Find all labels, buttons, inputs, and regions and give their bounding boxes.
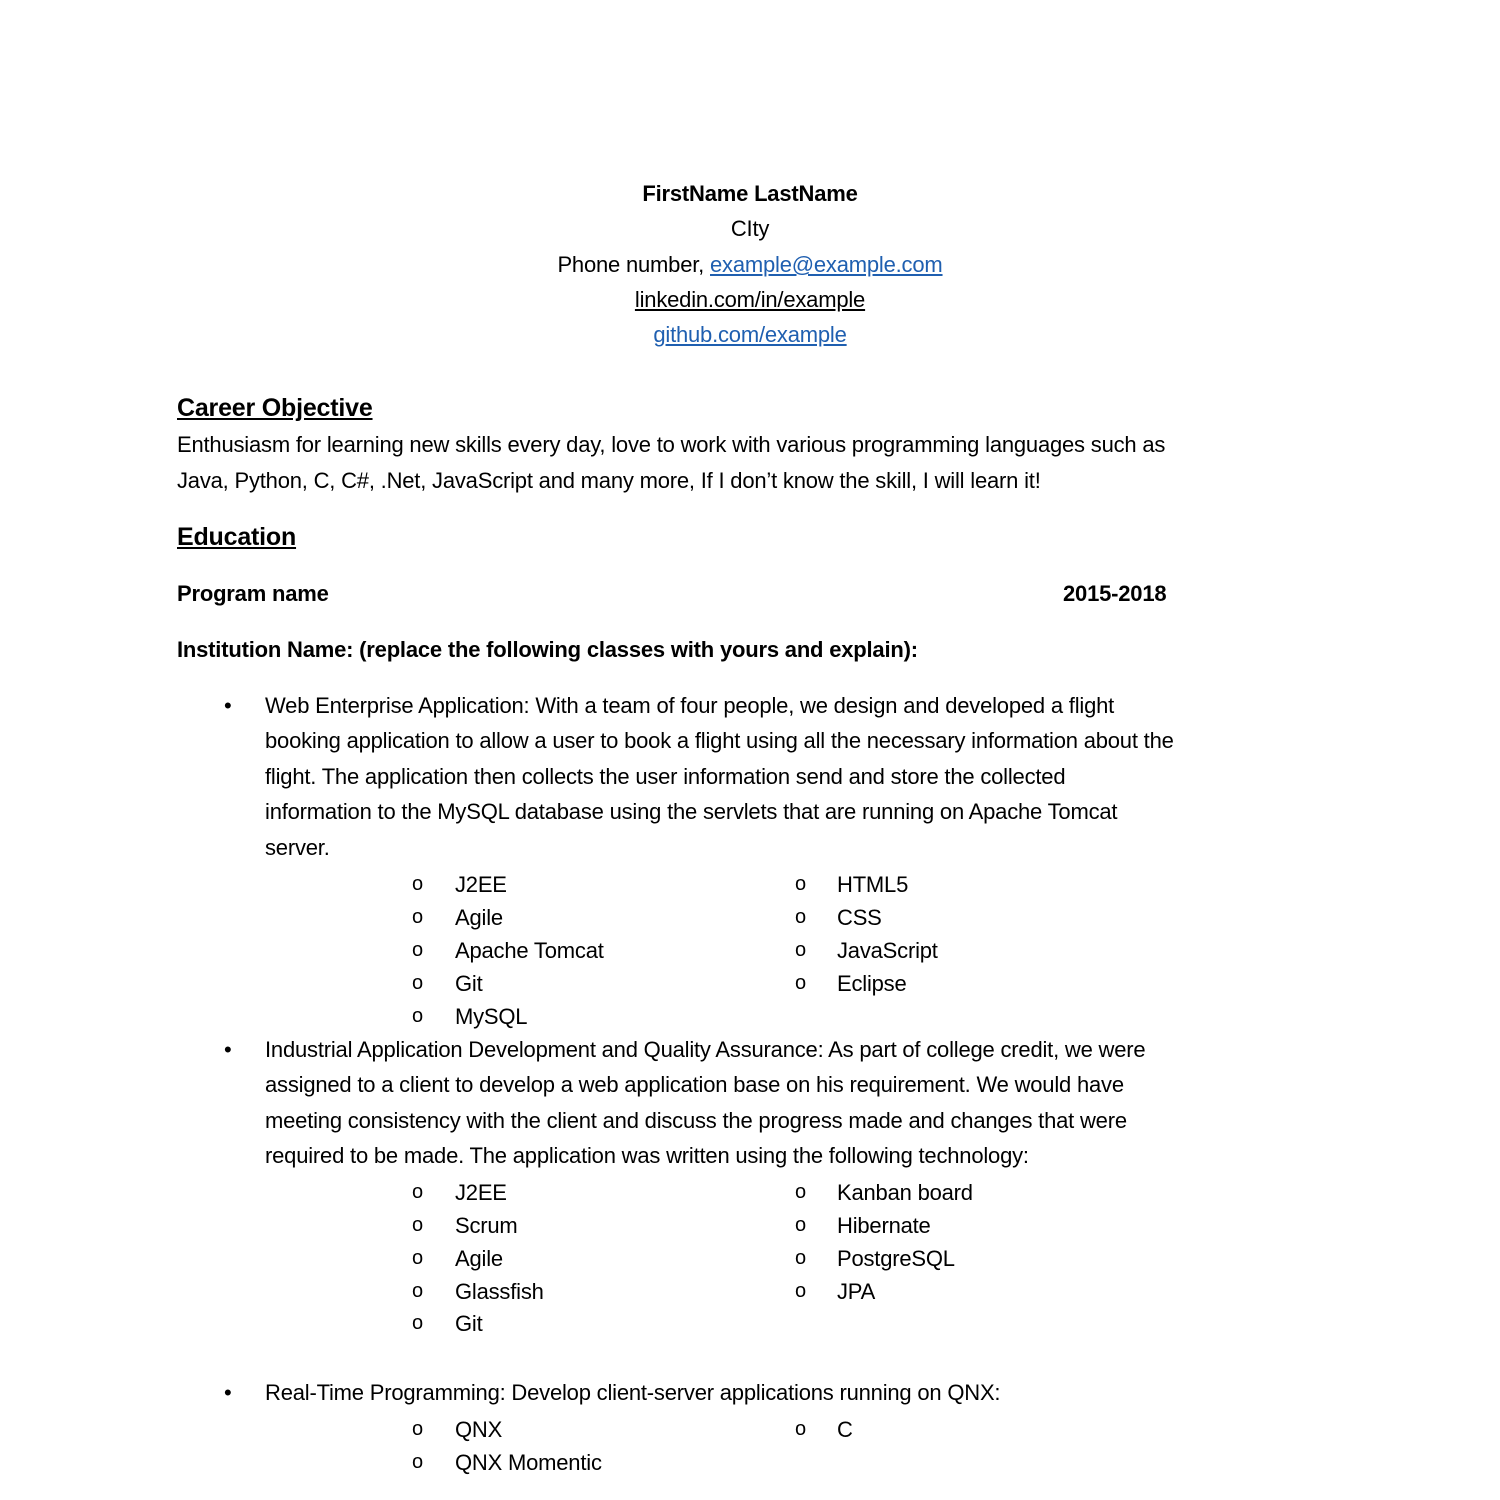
program-name: Program name <box>177 581 329 606</box>
institution-name: Institution Name: (replace the following classes with yours and explain): <box>177 637 918 662</box>
objective-line: Java, Python, C, C#, .Net, JavaScript and many more, If I don’t know the skill, I will learn it! <box>177 468 1041 493</box>
section-heading: Career Objective <box>177 394 373 422</box>
technology-item: Git <box>455 1311 483 1336</box>
sub-bullet-icon: o <box>795 1418 807 1440</box>
technology-item: Eclipse <box>837 971 907 996</box>
technology-item: J2EE <box>455 872 507 897</box>
sub-bullet-icon: o <box>412 1214 424 1236</box>
section-heading: Education <box>177 523 297 551</box>
sub-bullet-icon: o <box>795 972 807 994</box>
program-years: 2015-2018 <box>1063 581 1167 606</box>
candidate-name: FirstName LastName <box>642 181 858 206</box>
sub-bullet-icon: o <box>412 906 424 928</box>
github-link[interactable]: github.com/example <box>653 322 847 347</box>
linkedin-link[interactable]: linkedin.com/in/example <box>634 287 866 312</box>
technology-item: CSS <box>837 905 882 930</box>
item-description-line: information to the MySQL database using the servlets that are running on Apache Tomcat <box>265 799 1118 824</box>
technology-item: Hibernate <box>837 1213 931 1238</box>
sub-bullet-icon: o <box>795 1247 807 1269</box>
technology-item: C <box>837 1417 853 1442</box>
technology-item: Glassfish <box>455 1279 544 1304</box>
sub-bullet-icon: o <box>795 873 807 895</box>
technology-item: QNX Momentic <box>455 1450 602 1475</box>
technology-item: HTML5 <box>837 872 909 897</box>
technology-item: Agile <box>455 1246 503 1271</box>
item-description-line: required to be made. The application was written using the following technology: <box>265 1143 1029 1168</box>
sub-bullet-icon: o <box>795 1280 807 1302</box>
sub-bullet-icon: o <box>795 906 807 928</box>
bullet-icon: • <box>224 1037 232 1062</box>
contact-line <box>0 247 1500 283</box>
item-description-line: server. <box>265 835 330 860</box>
city: CIty <box>730 216 770 241</box>
bullet-icon: • <box>224 693 232 718</box>
item-description-line: booking application to allow a user to book a flight using all the necessary information about the <box>265 728 1174 753</box>
sub-bullet-icon: o <box>412 1451 424 1473</box>
email-link[interactable]: example@example.com <box>710 252 943 277</box>
technology-item: J2EE <box>455 1180 507 1205</box>
item-description-line: assigned to a client to develop a web application base on his requirement. We would have <box>265 1072 1124 1097</box>
technology-item: JavaScript <box>837 938 938 963</box>
item-description-line: flight. The application then collects the user information send and store the collected <box>265 764 1066 789</box>
bullet-icon: • <box>224 1380 232 1405</box>
sub-bullet-icon: o <box>412 972 424 994</box>
sub-bullet-icon: o <box>795 1214 807 1236</box>
sub-bullet-icon: o <box>412 939 424 961</box>
phone: Phone number, <box>557 252 710 277</box>
technology-item: Agile <box>455 905 503 930</box>
technology-item: PostgreSQL <box>837 1246 955 1271</box>
objective-line: Enthusiasm for learning new skills every day, love to work with various programming languages such as <box>177 432 1166 457</box>
sub-bullet-icon: o <box>412 1005 424 1027</box>
item-description-line: meeting consistency with the client and discuss the progress made and changes that were <box>265 1108 1127 1133</box>
sub-bullet-icon: o <box>795 939 807 961</box>
sub-bullet-icon: o <box>412 1280 424 1302</box>
technology-item: Scrum <box>455 1213 518 1238</box>
sub-bullet-icon: o <box>412 1247 424 1269</box>
sub-bullet-icon: o <box>412 1312 424 1334</box>
sub-bullet-icon: o <box>412 1418 424 1440</box>
technology-item: Kanban board <box>837 1180 973 1205</box>
technology-item: Git <box>455 971 483 996</box>
item-description-line: Industrial Application Development and Quality Assurance: As part of college credit, we were <box>265 1037 1146 1062</box>
item-description-line: Real-Time Programming: Develop client-server applications running on QNX: <box>265 1380 1001 1405</box>
sub-bullet-icon: o <box>412 1181 424 1203</box>
technology-item: JPA <box>837 1279 876 1304</box>
technology-item: Apache Tomcat <box>455 938 604 963</box>
item-description-line: Web Enterprise Application: With a team of four people, we design and developed a flight <box>265 693 1115 718</box>
sub-bullet-icon: o <box>412 873 424 895</box>
sub-bullet-icon: o <box>795 1181 807 1203</box>
technology-item: MySQL <box>455 1004 528 1029</box>
technology-item: QNX <box>455 1417 503 1442</box>
